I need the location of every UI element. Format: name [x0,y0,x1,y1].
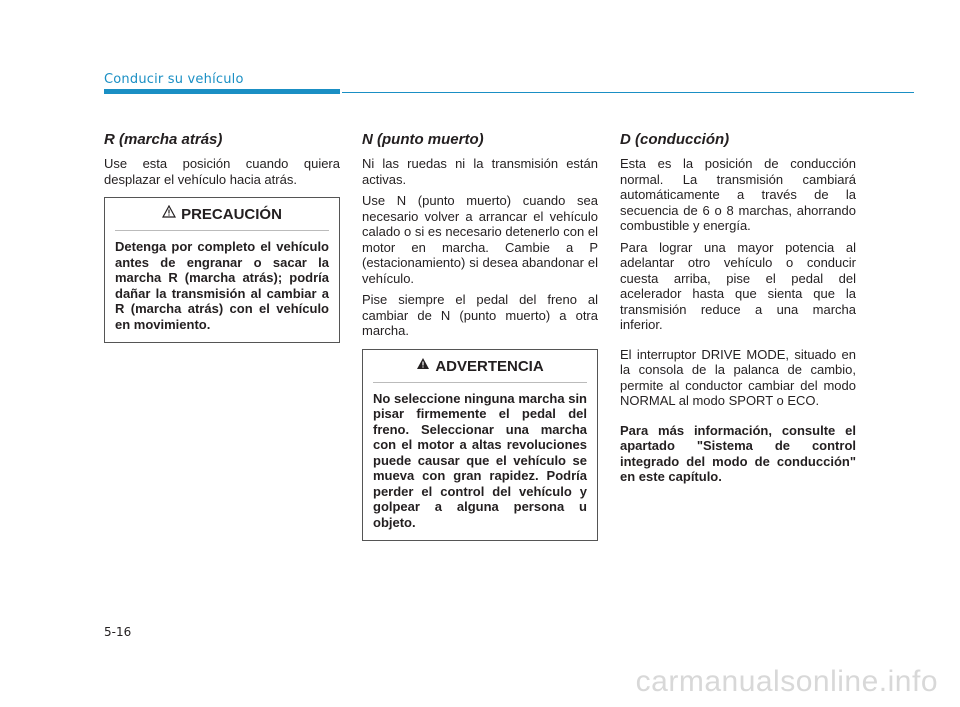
caution-box [104,197,340,343]
paragraph-drive-2: Para lograr una mayor potencia al adelantar otro vehículo o conducir cuesta arriba, pise el pedal del acelerador hasta que sienta que la transmisión reduce a una marcha inferior. [620,239,856,332]
header-rule-thick [104,89,340,94]
header-rule-thin [342,92,914,93]
column-neutral [362,131,598,541]
warning-title: ADVERTENCIA [435,357,544,375]
column-reverse [104,131,340,343]
column-drive [620,131,856,491]
paragraph-drive-1: Esta es la posición de conducción normal. La transmisión cambiará automáticamente a través de la secuencia de 6 o 8 marchas, ahorrando combustible y energía. [620,156,856,233]
watermark: carmanualsonline.info [635,665,938,698]
paragraph-neutral-1: Ni las ruedas ni la transmisión están activas. [362,156,598,187]
warning-triangle-outline-icon [162,198,176,230]
heading-reverse: R (marcha atrás) [104,131,223,148]
warning-header [373,350,587,383]
paragraph-reverse: Use esta posición cuando quiera desplazar el vehículo hacia atrás. [104,156,340,187]
paragraph-drive-3: El interruptor DRIVE MODE, situado en la consola de la palanca de cambio, permite al conductor cambiar del modo NORMAL al modo SPORT o ECO. [620,346,856,408]
page-number: 5-16 [104,625,132,639]
caution-title: PRECAUCIÓN [181,206,282,223]
paragraph-neutral-2: Use N (punto muerto) cuando sea necesario volver a arrancar el vehículo calado o si es necesario detenerlo con el motor en marcha. Cambie a P (estacionamiento) si desea abandonar el vehículo. [362,193,598,286]
warning-triangle-filled-icon [416,350,430,382]
heading-neutral: N (punto muerto) [362,131,484,148]
warning-text: No seleccione ninguna marcha sin pisar firmemente el pedal del freno. Seleccionar una marcha con el motor a altas revoluciones puede causar que el vehículo se mueva con gran rapidez. Podría perder el control del vehículo y golpear a alguna persona u objeto. [373,390,587,530]
paragraph-neutral-3: Pise siempre el pedal del freno al cambiar de N (punto muerto) a otra marcha. [362,292,598,338]
caution-text: Detenga por completo el vehículo antes de engranar o sacar la marcha R (marcha atrás); podría dañar la transmisión al cambiar a R (marcha atrás) con el vehículo en movimiento. [115,239,329,332]
section-title: Conducir su vehículo [104,72,244,87]
warning-box [362,349,598,542]
caution-header [115,198,329,231]
heading-drive: D (conducción) [620,131,730,148]
drive-mode-note: Para más información, consulte el apartado "Sistema de control integrado del modo de conducción" en este capítulo. [620,422,856,484]
